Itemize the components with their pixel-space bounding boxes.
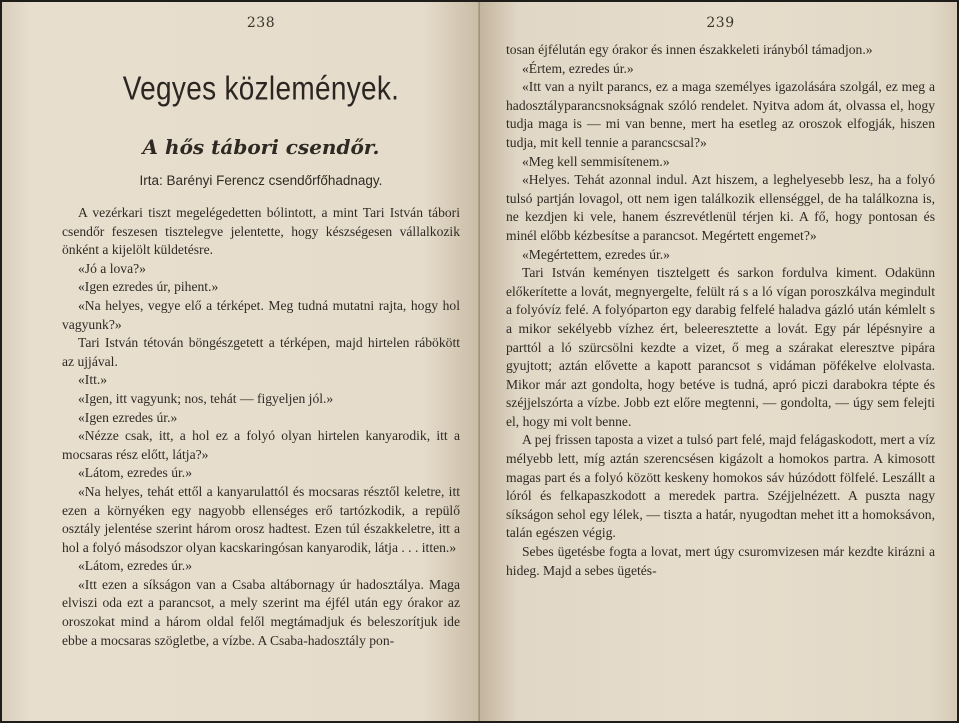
- paragraph: «Na helyes, tehát ettől a kanyarulattól és mocsaras résztől keletre, itt ezen a környéken egy nagyobb ellenséges erő tartózkodik, a repülő osztály jelentése szerint három orosz hadtest. Ezen túl északkeletre, itt a hol a folyó másodszor olyan kacskaringósan kanyarodik, látja . . . itten.»: [62, 483, 460, 555]
- paragraph: «Igen ezredes úr.»: [78, 409, 178, 425]
- paragraph: «Értem, ezredes úr.»: [522, 60, 634, 76]
- page-number-left: 238: [246, 15, 276, 31]
- paragraph: «Látom, ezredes úr.»: [78, 558, 192, 574]
- paragraph: Tari István keményen tisztelgett és sarkon fordulva kiment. Odakünn előkerítette a lovát, megnyergelte, felült rá s a ló vígan poroszkálva megindult a folyóvíz felé. A folyóparton egy darabig felfelé haladva gázló után kémlelt s a mikor sekélyebb vízhez ért, beleeresztette a lovát. Egy pár lépésnyire a parttól a ló szürcsölni kezdte a vizet, ő meg a szárakat eleresztve pipára gyujtott; aztán elővette a kapott parancsot s vidáman pöfékelve elolvasta. Mikor már azt gondolta, hogy betéve is tudná, apró piczi darabokra tépte és széjjelszórta a vízbe. Jobb ezt előre megtenni, — gondolta, — úgy sem felejti el, hogy mi volt benne.: [506, 265, 935, 429]
- byline: Irta: Barényi Ferencz csendőrfőhadnagy.: [139, 173, 383, 188]
- right-page-body: [506, 41, 935, 580]
- paragraph: Tari István tétován böngészgetett a térképen, majd hirtelen rábökött az ujjával.: [62, 335, 460, 369]
- paragraph: «Nézze csak, itt, a hol ez a folyó olyan hirtelen kanyarodik, itt a mocsaras rész előtt, látja?»: [62, 428, 460, 462]
- paragraph: «Na helyes, vegye elő a térképet. Meg tudná mutatni rajta, hogy hol vagyunk?»: [62, 297, 460, 332]
- paragraph: «Itt van a nyilt parancs, ez a maga személyes igazolására szolgál, ez meg a hadosztályparancsnokságnak szóló rendelet. Nyitva adom át, olvassa el, hogy tudja maga is — mi van benne, mert ha esetleg az oroszok elfogják, hiszen tudja, mit kell tennie a parancscsal?»: [506, 79, 935, 150]
- paragraph: «Meg kell semmisítenem.»: [522, 153, 670, 169]
- paragraph: «Igen ezredes úr, pihent.»: [78, 279, 219, 295]
- paragraph: A vezérkari tiszt megelégedetten bólintott, a mint Tari István tábori csendőr feszesen tisztelegve jelentette, hogy készségesen vállalkozik önként a kijelölt küldetésre.: [62, 205, 460, 258]
- left-page: [2, 2, 480, 721]
- paragraph: «Megértettem, ezredes úr.»: [522, 246, 670, 262]
- paragraph: Sebes ügetésbe fogta a lovat, mert úgy csuromvizesen már kezdte kirázni a hideg. Majd a sebes ügetés-: [506, 544, 935, 578]
- paragraph: tosan éjfélután egy órakor és innen északkeleti irányból támadjon.»: [506, 42, 873, 57]
- paragraph: «Itt.»: [78, 372, 108, 388]
- section-title: Vegyes közlemények.: [122, 70, 400, 107]
- paragraph: «Helyes. Tehát azonnal indul. Azt hiszem, a leghelyesebb lesz, ha a folyó tulsó partján lovagol, ott nem igen találkozik ellenséggel, de ha találkozna is, ne kezdjen ki vele, hanem észrevétlenül térjen ki. A fő, hogy pontosan és minél előbb kézbesítse a parancsot. Megértett engemet?»: [506, 172, 935, 243]
- page-number-right: 239: [706, 15, 735, 31]
- paragraph: «Itt ezen a síkságon van a Csaba altábornagy úr hadosztálya. Maga elviszi oda ezt a parancsot, a mely szerint ma éjfél után egy órakor az oroszokat mind a három oldal felől megtámadjuk és beleszorítjuk ide ebbe a mocsaras szögletbe, a vízbe. A Csaba-hadosztály pon-: [62, 576, 460, 648]
- left-page-body: [62, 204, 460, 650]
- right-page: [480, 2, 957, 721]
- story-title: A hős tábori csendőr.: [142, 135, 380, 159]
- paragraph: A pej frissen taposta a vizet a tulsó part felé, majd felágaskodott, mert a víz mélyebb lett, míg aztán szerencsésen kigázolt a homokos partra. A kimosott magas part és a folyó között keskeny homokos sáv húzódott fölfelé. Leszállt a lóról és felkapaszkodott a meredek partra. Széjjelnézett. A puszta nagy síkságon sehol egy lélek, — tiszta a határ, nyugodtan mehet itt a homoksávon, talán egészen végig.: [506, 432, 935, 541]
- paragraph: «Látom, ezredes úr.»: [78, 465, 192, 481]
- paragraph: «Igen, itt vagyunk; nos, tehát — figyeljen jól.»: [78, 390, 334, 406]
- paragraph: «Jó a lova?»: [78, 260, 146, 276]
